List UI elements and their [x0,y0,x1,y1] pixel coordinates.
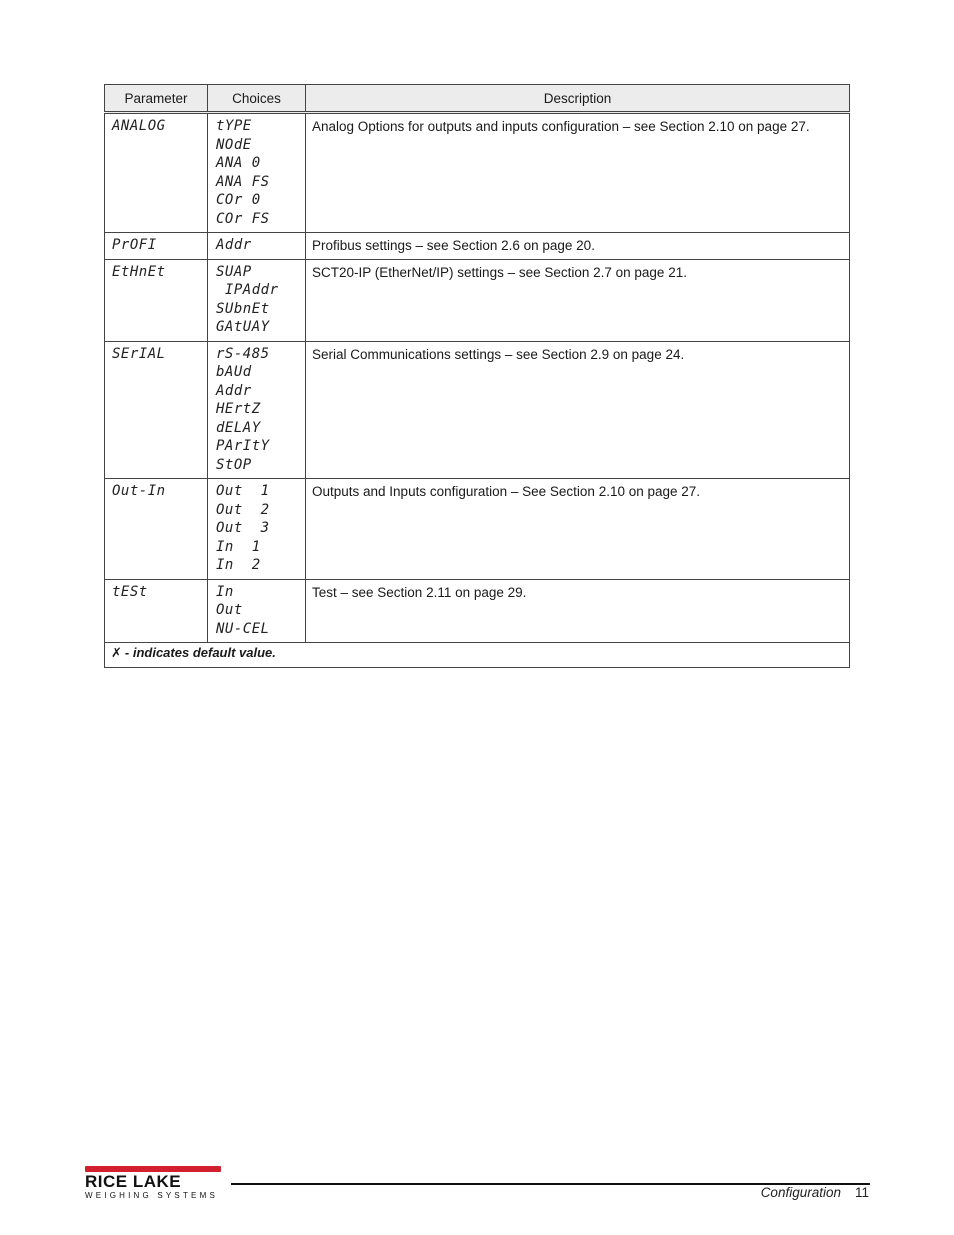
description-cell: SCT20-IP (EtherNet/IP) settings – see Section 2.7 on page 21. [306,259,850,341]
table-row [105,259,850,341]
choice-item: ANA 0 [216,155,261,171]
choice-item: Out 3 [216,520,270,536]
choice-item: StOP [216,456,252,473]
choice-item: PArItY [216,438,270,454]
footnote-cell [105,643,850,668]
logo-name: RICE LAKE [85,1172,182,1191]
choice-item: In [216,583,234,600]
footnote-row [105,643,850,668]
choice-item: IPAddr [216,282,279,298]
header-description: Description [306,85,850,113]
description-cell: Analog Options for outputs and inputs configuration – see Section 2.10 on page 27. [306,113,850,233]
choice-item: Out 2 [216,501,270,518]
table-body [105,113,850,643]
parameter-cell: PrOFI [105,233,208,260]
parameter-cell: EtHnEt [105,259,208,341]
choices-cell [208,113,306,233]
choices-cell [208,341,306,479]
choice-item: NOdE [216,136,252,153]
choice-item: NU-CEL [216,620,270,637]
choice-item: ANA FS [216,173,270,190]
choice-item: COr FS [216,210,270,227]
parameter-table [104,84,850,668]
parameter-cell: ANALOG [105,113,208,233]
choice-item: HErtZ [216,401,261,417]
parameter-cell: tESt [105,579,208,643]
choice-item: GAtUAY [216,319,270,335]
choice-item: COr 0 [216,192,261,208]
choice-item: dELAY [216,419,261,436]
choice-item: SUAP [216,263,252,280]
table-row [105,341,850,479]
parameter-cell: SErIAL [105,341,208,479]
header-parameter: Parameter [105,85,208,113]
choices-cell [208,479,306,580]
table-row [105,113,850,233]
description-cell: Serial Communications settings – see Section 2.9 on page 24. [306,341,850,479]
choice-item: In 2 [216,557,261,573]
choices-cell [208,259,306,341]
description-cell: Profibus settings – see Section 2.6 on page 20. [306,233,850,260]
choice-item: In 1 [216,538,261,555]
table-row [105,579,850,643]
default-marker-icon: ✗ [111,646,122,661]
header-choices: Choices [208,85,306,113]
table-row [105,233,850,260]
choice-item: SUbnEt [216,300,270,317]
choice-item: Addr [216,382,252,399]
choice-item: Addr [216,237,252,253]
description-cell: Test – see Section 2.11 on page 29. [306,579,850,643]
choice-item: Out 1 [216,483,270,499]
choice-item: Out [216,602,243,618]
choice-item: tYPE [216,118,252,134]
rice-lake-logo [85,1166,221,1200]
table-header-row [105,85,850,113]
logo-subtitle: WEIGHING SYSTEMS [85,1191,218,1200]
choice-item: rS-485 [216,345,270,362]
description-cell: Outputs and Inputs configuration – See Section 2.10 on page 27. [306,479,850,580]
choice-item: bAUd [216,364,252,380]
footnote-text: - indicates default value. [124,645,276,660]
choices-cell [208,579,306,643]
parameter-cell: Out-In [105,479,208,580]
table-row [105,479,850,580]
footer-section-title: Configuration [760,1185,841,1200]
footer-page-number: 11 [854,1185,869,1200]
choices-cell [208,233,306,260]
